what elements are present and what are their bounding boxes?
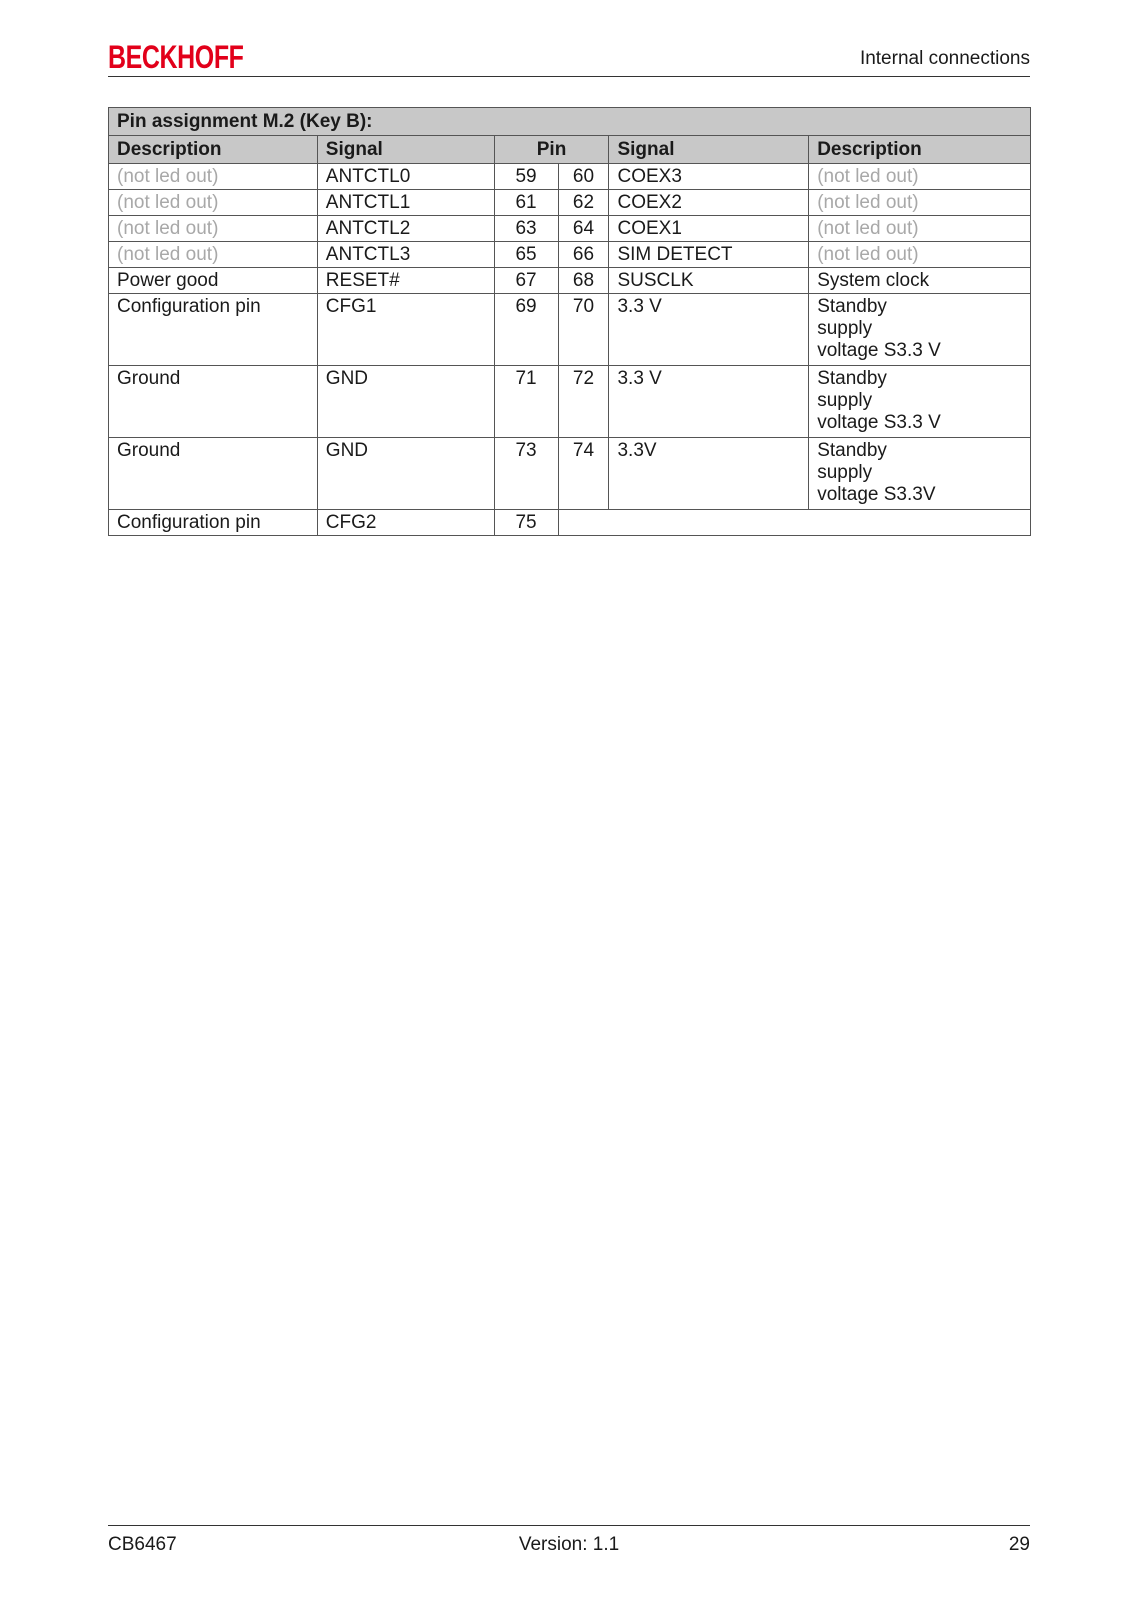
signal-left-cell: CFG2 xyxy=(317,510,494,536)
description-line: supply xyxy=(817,390,873,411)
description-right-cell xyxy=(809,438,1031,510)
signal-left-cell: ANTCTL2 xyxy=(317,216,494,242)
signal-left-cell: RESET# xyxy=(317,268,494,294)
description-left-cell: Ground xyxy=(109,438,318,510)
pin-right-cell: 70 xyxy=(558,294,609,366)
beckhoff-logo: BECKHOFF xyxy=(108,39,244,75)
table-header-row xyxy=(109,136,1031,164)
table-row xyxy=(109,242,1031,268)
signal-left-cell: CFG1 xyxy=(317,294,494,366)
pin-right-cell: 68 xyxy=(558,268,609,294)
page-number: 29 xyxy=(1008,1534,1030,1555)
description-line: Standby xyxy=(817,368,887,389)
description-left-cell: Configuration pin xyxy=(109,294,318,366)
description-right-cell: (not led out) xyxy=(809,164,1031,190)
section-title: Internal connections xyxy=(859,48,1030,69)
signal-right-cell: COEX1 xyxy=(609,216,809,242)
description-line: voltage S3.3 V xyxy=(817,340,941,361)
description-left-cell: Configuration pin xyxy=(109,510,318,536)
pin-right-cell: 64 xyxy=(558,216,609,242)
description-left-cell: Ground xyxy=(109,366,318,438)
header-signal-right: Signal xyxy=(609,136,809,164)
pin-left-cell: 75 xyxy=(494,510,558,536)
table-row xyxy=(109,164,1031,190)
version-label: Version: 1.1 xyxy=(518,1534,620,1555)
pin-left-cell: 63 xyxy=(494,216,558,242)
description-right-cell: (not led out) xyxy=(809,216,1031,242)
table-caption: Pin assignment M.2 (Key B): xyxy=(109,108,1031,136)
signal-right-cell: COEX2 xyxy=(609,190,809,216)
pin-left-cell: 59 xyxy=(494,164,558,190)
pin-right-cell: 66 xyxy=(558,242,609,268)
pin-left-cell: 73 xyxy=(494,438,558,510)
description-line: Standby xyxy=(817,296,887,317)
header-signal-left: Signal xyxy=(317,136,494,164)
table-row xyxy=(109,294,1031,366)
signal-left-cell: ANTCTL0 xyxy=(317,164,494,190)
signal-right-cell: 3.3 V xyxy=(609,366,809,438)
description-line: Standby xyxy=(817,440,887,461)
table-row xyxy=(109,366,1031,438)
pin-left-cell: 69 xyxy=(494,294,558,366)
signal-right-cell: SIM DETECT xyxy=(609,242,809,268)
page-footer xyxy=(108,1525,1030,1566)
header-description-right: Description xyxy=(809,136,1031,164)
description-left-cell: (not led out) xyxy=(109,216,318,242)
table-caption-row xyxy=(109,108,1031,136)
description-line: voltage S3.3 V xyxy=(817,412,941,433)
pin-right-cell: 72 xyxy=(558,366,609,438)
pin-right-cell: 62 xyxy=(558,190,609,216)
description-left-cell: (not led out) xyxy=(109,242,318,268)
pin-assignment-table xyxy=(108,107,1031,536)
header-pin: Pin xyxy=(494,136,609,164)
header-description-left: Description xyxy=(109,136,318,164)
description-right-cell: System clock xyxy=(809,268,1031,294)
signal-right-cell: SUSCLK xyxy=(609,268,809,294)
pin-left-cell: 65 xyxy=(494,242,558,268)
product-name: CB6467 xyxy=(108,1534,177,1555)
table-row xyxy=(109,438,1031,510)
pin-right-cell: 74 xyxy=(558,438,609,510)
signal-right-cell: 3.3V xyxy=(609,438,809,510)
pin-left-cell: 67 xyxy=(494,268,558,294)
empty-cell xyxy=(558,510,1030,536)
description-right-cell: (not led out) xyxy=(809,190,1031,216)
signal-left-cell: ANTCTL3 xyxy=(317,242,494,268)
pin-left-cell: 61 xyxy=(494,190,558,216)
page-header xyxy=(108,40,1030,77)
table-row xyxy=(109,510,1031,536)
signal-right-cell: COEX3 xyxy=(609,164,809,190)
description-right-cell: (not led out) xyxy=(809,242,1031,268)
description-left-cell: Power good xyxy=(109,268,318,294)
description-line: supply xyxy=(817,462,873,483)
pin-left-cell: 71 xyxy=(494,366,558,438)
signal-left-cell: GND xyxy=(317,438,494,510)
description-line: voltage S3.3V xyxy=(817,484,936,505)
description-left-cell: (not led out) xyxy=(109,164,318,190)
description-line: supply xyxy=(817,318,873,339)
pin-right-cell: 60 xyxy=(558,164,609,190)
description-right-cell xyxy=(809,366,1031,438)
signal-left-cell: GND xyxy=(317,366,494,438)
description-right-cell xyxy=(809,294,1031,366)
table-row xyxy=(109,216,1031,242)
signal-right-cell: 3.3 V xyxy=(609,294,809,366)
description-left-cell: (not led out) xyxy=(109,190,318,216)
signal-left-cell: ANTCTL1 xyxy=(317,190,494,216)
table-row xyxy=(109,268,1031,294)
table-row xyxy=(109,190,1031,216)
